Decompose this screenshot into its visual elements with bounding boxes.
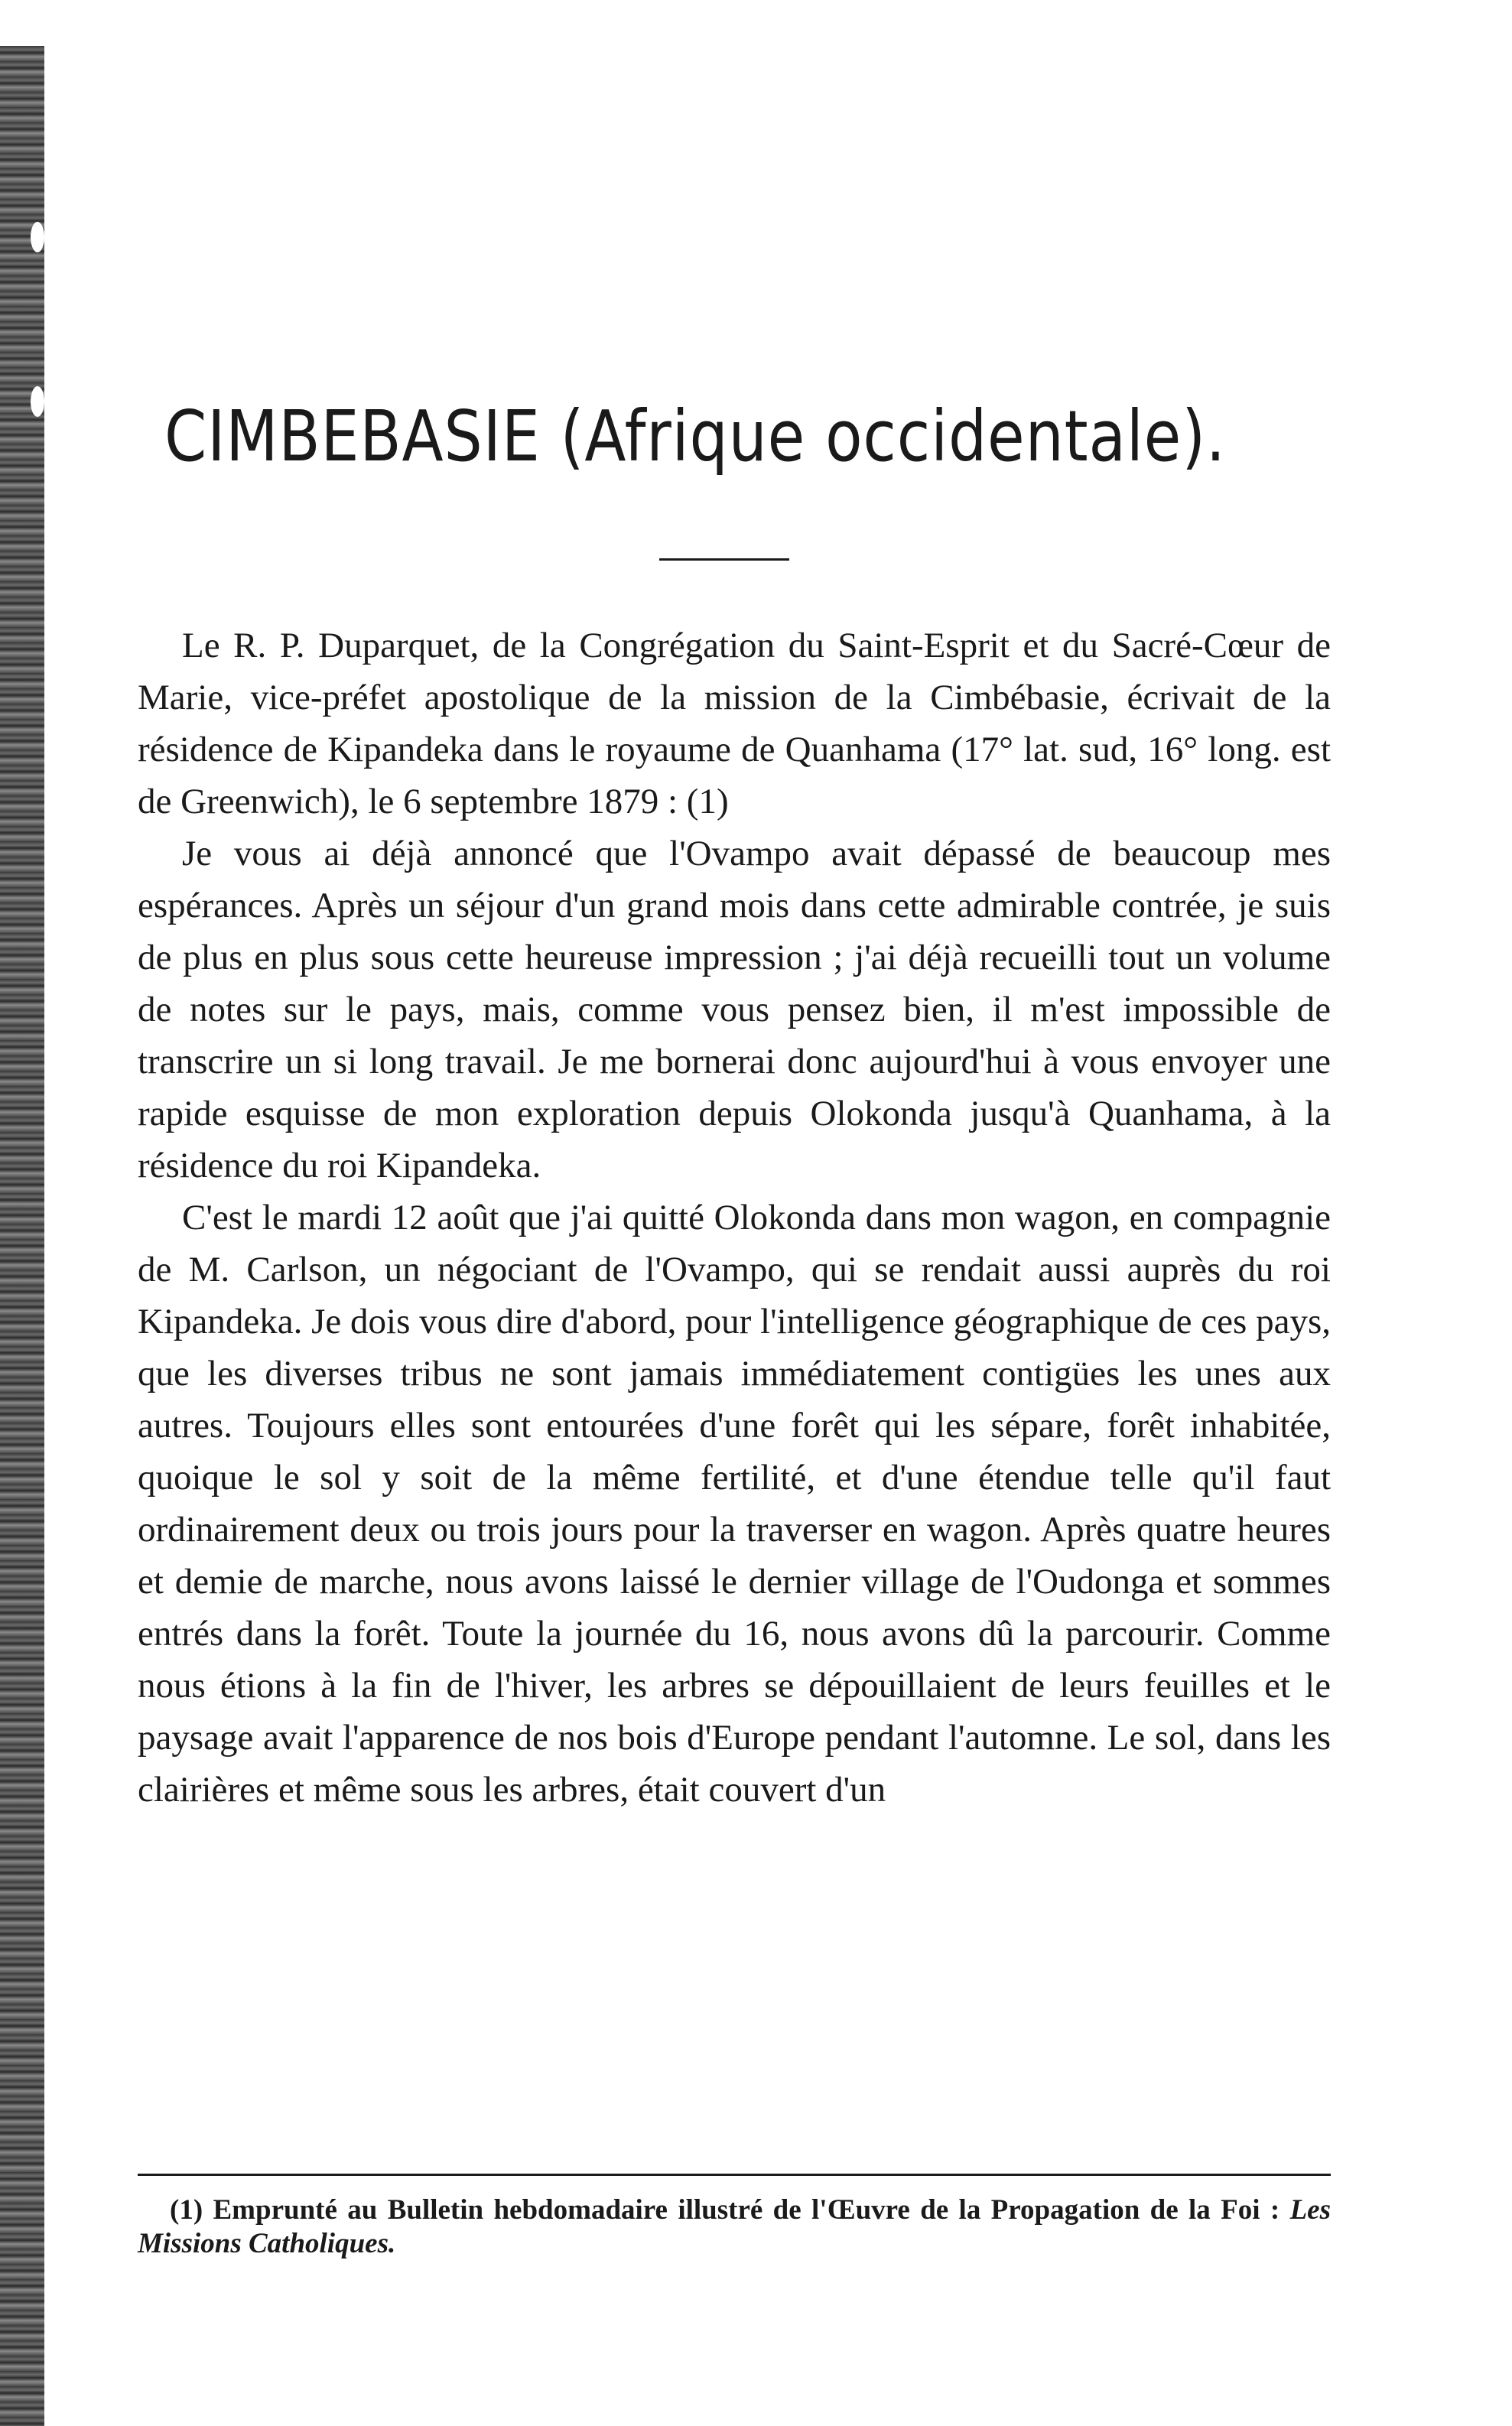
paragraph-ovampo: Je vous ai déjà annoncé que l'Ovampo avait dépassé de beaucoup mes espérances. Après un séjour d'un grand mois dans cette admirable contrée, je suis de plus en plus sous cette heureuse impression ; j'ai déjà recueilli tout un volume de notes sur le pays, mais, comme vous pensez bien, il m'est impossible de transcrire un si long travail. Je me bornerai donc aujourd'hui à vous envoyer une rapide esquisse de mon exploration depuis Olokonda jusqu'à Quanhama, à la résidence du roi Kipandeka. <box>138 834 1331 1185</box>
scan-binding-edge <box>0 46 44 2426</box>
binding-notch <box>31 386 44 417</box>
footnote-text: (1) Emprunté au Bulletin hebdomadaire illustré de l'Œuvre de la Propagation de la Foi : <box>170 2194 1290 2226</box>
paragraph-journey: C'est le mardi 12 août que j'ai quitté Olokonda dans mon wagon, en compagnie de M. Carlson, un négociant de l'Ovampo, qui se rendait aussi auprès du roi Kipandeka. Je dois vous dire d'abord, pour l'intelligence géographique de ces pays, que les diverses tribus ne sont jamais immédiatement contigües les unes aux autres. Toujours elles sont entourées d'une forêt qui les sépare, forêt inhabitée, quoique le sol y soit de la même fertilité, et d'une étendue telle qu'il faut ordinairement deux ou trois jours pour la traverser en wagon. Après quatre heures et demie de marche, nous avons laissé le dernier village de l'Oudonga et sommes entrés dans la forêt. Toute la journée du 16, nous avons dû la parcourir. Comme nous étions à la fin de l'hiver, les arbres se dépouillaient de leurs feuilles et le paysage avait l'apparence de nos bois d'Europe pendant l'automne. Le sol, dans les clairières et même sous les arbres, était couvert d'un <box>138 1198 1331 1810</box>
paragraph-intro: Le R. P. Duparquet, de la Congrégation du Saint-Esprit et du Sacré-Cœur de Marie, vice-préfet apostolique de la mission de la Cimbébasie, écrivait de la résidence de Kipandeka dans le royaume de Quanhama (17° lat. sud, 16° long. est de Greenwich), le 6 septembre 1879 : (1) <box>138 626 1331 821</box>
title-separator-rule <box>659 558 789 561</box>
footnote-separator-rule <box>138 2174 1331 2176</box>
footnote-source: Les Missions Catholiques. <box>138 2194 1331 2259</box>
binding-notch <box>31 222 44 252</box>
page-title: CIMBEBASIE (Afrique occidentale). <box>164 395 1226 477</box>
article-body <box>138 620 1331 1816</box>
footnote <box>138 2193 1331 2261</box>
